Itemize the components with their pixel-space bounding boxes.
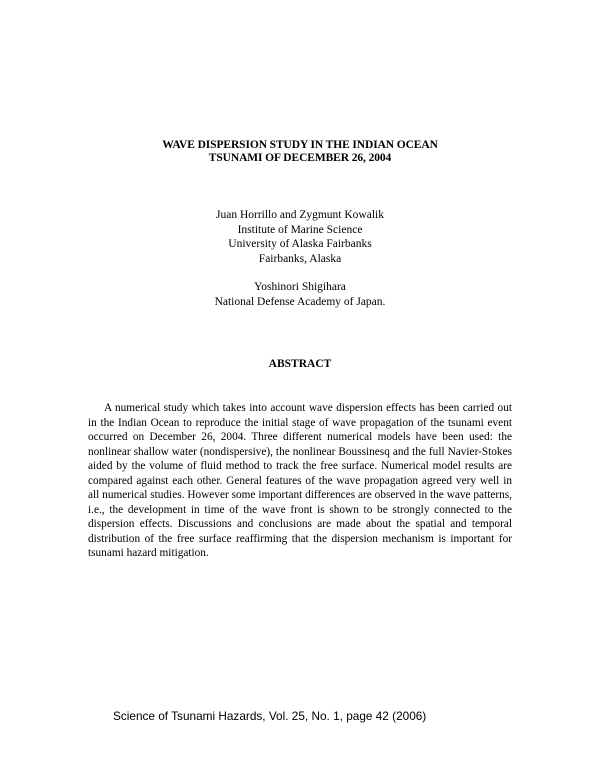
author-spacer: [0, 266, 600, 280]
paper-title: [0, 139, 600, 165]
title-line-1: WAVE DISPERSION STUDY IN THE INDIAN OCEAN: [162, 139, 438, 151]
author-names: Juan Horrillo and Zygmunt Kowalik: [215, 209, 384, 221]
abstract-heading: ABSTRACT: [268, 358, 332, 370]
author-block: [0, 208, 600, 309]
title-line-2: TSUNAMI OF DECEMBER 26, 2004: [208, 152, 392, 164]
abstract-text: A numerical study which takes into account wave dispersion effects has been carried out in the Indian Ocean to reproduce the initial stage of wave propagation of the tsunami event occurred on December 26, 2004. Three different numerical models have been used: the nonlinear shallow water (nondispersive), the nonlinear Boussinesq and the full Navier-Stokes aided by the volume of fluid method to track the free surface. Numerical model results are compared against each other. General features of the wave propagation agreed very well in all numerical studies. However some important differences are observed in the wave patterns, i.e., the development in time of the wave front is shown to be strongly connected to the dispersion effects. Discussions and conclusions are made about the spatial and temporal distribution of the free surface reaffirming that the dispersion mechanism is important for tsunami hazard mitigation.: [88, 402, 512, 559]
author-university: University of Alaska Fairbanks: [228, 238, 372, 250]
author-location: Fairbanks, Alaska: [258, 252, 342, 265]
journal-citation: Science of Tsunami Hazards, Vol. 25, No. 1, page 42 (2006): [113, 709, 427, 723]
second-author-name: Yoshinori Shigihara: [254, 281, 346, 293]
second-author-affiliation: National Defense Academy of Japan.: [214, 295, 386, 308]
author-institute: Institute of Marine Science: [237, 223, 363, 236]
